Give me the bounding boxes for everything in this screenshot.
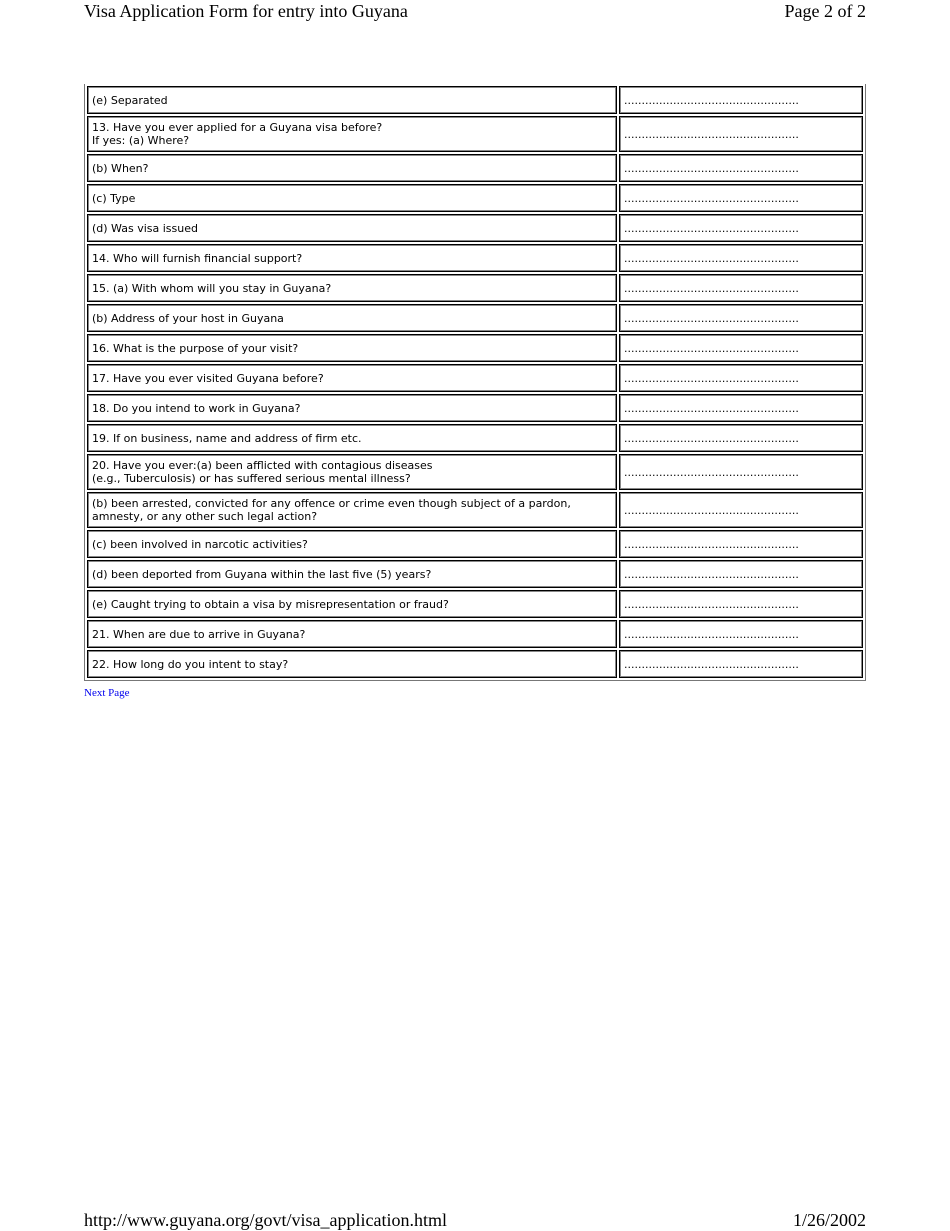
answer-field[interactable]: ..................................................: [619, 424, 863, 452]
question-text: (e) Caught trying to obtain a visa by misrepresentation or fraud?: [92, 597, 449, 611]
answer-field[interactable]: ..................................................: [619, 530, 863, 558]
question-text: 19. If on business, name and address of firm etc.: [92, 431, 362, 445]
question-text: (e) Separated: [92, 93, 168, 107]
form-row: [87, 424, 863, 452]
question-cell: [87, 424, 617, 452]
question-cell: [87, 214, 617, 242]
answer-field[interactable]: ..................................................: [619, 244, 863, 272]
answer-field[interactable]: ..................................................: [619, 560, 863, 588]
question-text-line2: (e.g., Tuberculosis) or has suffered serious mental illness?: [92, 472, 411, 485]
question-cell: [87, 394, 617, 422]
question-cell: [87, 244, 617, 272]
question-cell: [87, 590, 617, 618]
question-text: (d) Was visa issued: [92, 221, 198, 235]
form-row: [87, 650, 863, 678]
form-row: [87, 492, 863, 528]
question-cell: [87, 454, 617, 490]
answer-field[interactable]: ..................................................: [619, 116, 863, 152]
form-row: [87, 590, 863, 618]
question-text: (c) been involved in narcotic activities?: [92, 537, 308, 551]
page-number: Page 2 of 2: [784, 1, 866, 21]
question-cell: [87, 334, 617, 362]
question-text-line2: amnesty, or any other such legal action?: [92, 510, 318, 523]
form-row: [87, 334, 863, 362]
answer-field[interactable]: ..................................................: [619, 214, 863, 242]
answer-field[interactable]: ..................................................: [619, 274, 863, 302]
question-cell: [87, 86, 617, 114]
answer-field[interactable]: ..................................................: [619, 364, 863, 392]
answer-field[interactable]: ..................................................: [619, 590, 863, 618]
form-row: [87, 116, 863, 152]
form-row: [87, 560, 863, 588]
answer-field[interactable]: ..................................................: [619, 492, 863, 528]
question-text: 15. (a) With whom will you stay in Guyana?: [92, 281, 332, 295]
question-cell: [87, 364, 617, 392]
answer-field[interactable]: ..................................................: [619, 394, 863, 422]
form-row: [87, 86, 863, 114]
answer-field[interactable]: ..................................................: [619, 620, 863, 648]
answer-field[interactable]: ..................................................: [619, 650, 863, 678]
footer-url: http://www.guyana.org/govt/visa_application.html: [84, 1210, 447, 1230]
question-text: 17. Have you ever visited Guyana before?: [92, 371, 324, 385]
question-text: (b) been arrested, convicted for any offence or crime even though subject of a pardon,: [92, 497, 571, 510]
question-cell: [87, 154, 617, 182]
page-title: Visa Application Form for entry into Guyana: [84, 1, 408, 21]
form-row: [87, 454, 863, 490]
answer-field[interactable]: ..................................................: [619, 184, 863, 212]
question-text: (d) been deported from Guyana within the last five (5) years?: [92, 567, 432, 581]
visa-form: [84, 84, 866, 681]
question-text: 16. What is the purpose of your visit?: [92, 341, 299, 355]
answer-field[interactable]: ..................................................: [619, 334, 863, 362]
form-row: [87, 184, 863, 212]
footer-date: 1/26/2002: [792, 1210, 866, 1230]
question-cell: [87, 650, 617, 678]
form-row: [87, 214, 863, 242]
form-row: [87, 154, 863, 182]
form-row: [87, 274, 863, 302]
form-row: [87, 364, 863, 392]
question-text: 21. When are due to arrive in Guyana?: [92, 627, 306, 641]
answer-field[interactable]: ..................................................: [619, 154, 863, 182]
question-cell: [87, 492, 617, 528]
next-page-link[interactable]: Next Page: [84, 687, 130, 699]
question-cell: [87, 274, 617, 302]
question-cell: [87, 304, 617, 332]
form-row: [87, 394, 863, 422]
question-text: (c) Type: [92, 191, 136, 205]
form-row: [87, 620, 863, 648]
form-row: [87, 304, 863, 332]
visa-form-table: [84, 84, 866, 681]
question-text: 20. Have you ever:(a) been afflicted with contagious diseases: [92, 459, 433, 472]
form-row: [87, 244, 863, 272]
question-cell: [87, 184, 617, 212]
question-text: (b) When?: [92, 161, 149, 175]
question-cell: [87, 116, 617, 152]
question-text: 14. Who will furnish financial support?: [92, 251, 303, 265]
question-text: 13. Have you ever applied for a Guyana visa before?: [92, 121, 383, 134]
question-text: 22. How long do you intent to stay?: [92, 657, 289, 671]
question-cell: [87, 530, 617, 558]
question-cell: [87, 560, 617, 588]
question-text: (b) Address of your host in Guyana: [92, 311, 284, 325]
question-text: 18. Do you intend to work in Guyana?: [92, 401, 301, 415]
form-row: [87, 530, 863, 558]
answer-field[interactable]: ..................................................: [619, 86, 863, 114]
answer-field[interactable]: ..................................................: [619, 454, 863, 490]
answer-field[interactable]: ..................................................: [619, 304, 863, 332]
question-text-line2: If yes: (a) Where?: [92, 134, 190, 147]
question-cell: [87, 620, 617, 648]
